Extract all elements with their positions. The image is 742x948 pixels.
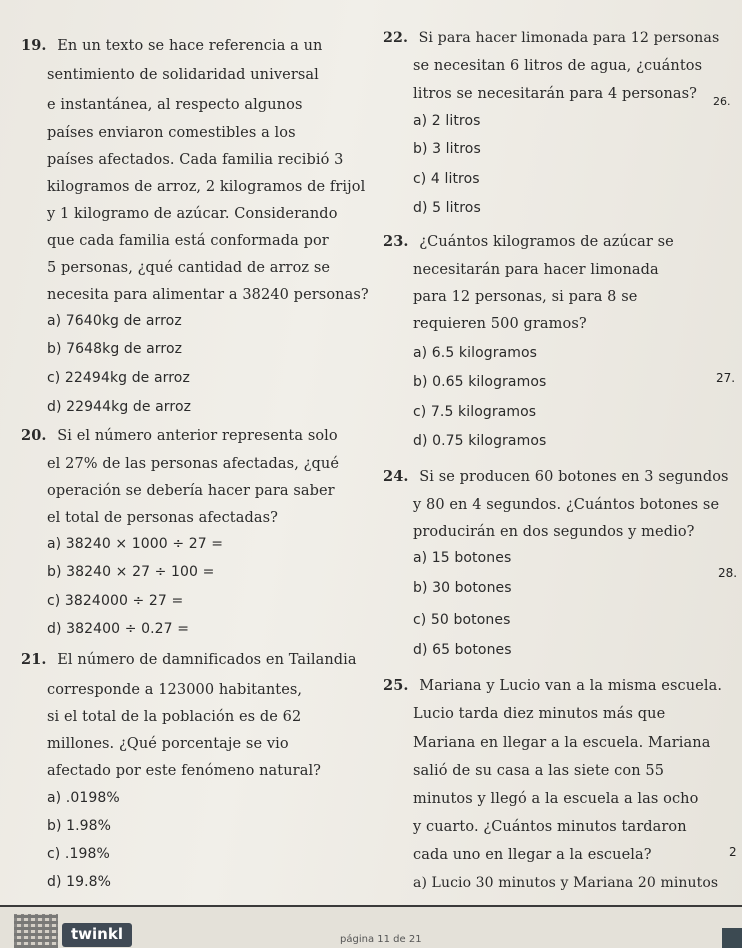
- q19-number: 19.: [21, 37, 47, 54]
- q20-option-d[interactable]: d) 382400 ÷ 0.27 =: [47, 621, 190, 637]
- q25-line-3: salió de su casa a las siete con 55: [413, 763, 665, 779]
- q19-option-a[interactable]: a) 7640kg de arroz: [47, 313, 182, 329]
- q22-first-line: [383, 29, 719, 47]
- q21-option-d[interactable]: d) 19.8%: [47, 874, 112, 890]
- q21-line-0: El número de damnificados en Tailandia: [57, 652, 357, 668]
- edge-number-29: 2: [729, 845, 737, 859]
- q19-line-7: que cada familia está conformada por: [47, 233, 329, 249]
- q21-first-line: [21, 651, 357, 669]
- q25-line-0: Mariana y Lucio van a la misma escuela.: [419, 678, 723, 694]
- q24-first-line: [383, 468, 729, 486]
- q20-option-a[interactable]: a) 38240 × 1000 ÷ 27 =: [47, 536, 224, 552]
- q19-option-d[interactable]: d) 22944kg de arroz: [47, 399, 192, 415]
- q21-line-1: corresponde a 123000 habitantes,: [47, 682, 303, 698]
- q23-option-b[interactable]: b) 0.65 kilogramos: [413, 374, 547, 390]
- q22-line-1: se necesitan 6 litros de agua, ¿cuántos: [413, 58, 703, 74]
- q23-option-a[interactable]: a) 6.5 kilogramos: [413, 345, 538, 361]
- q22-line-0: Si para hacer limonada para 12 personas: [418, 30, 720, 46]
- q19-line-6: y 1 kilogramo de azúcar. Considerando: [47, 206, 338, 222]
- q25-line-4: minutos y llegó a la escuela a las ocho: [413, 791, 699, 807]
- q24-option-c[interactable]: c) 50 botones: [413, 612, 511, 628]
- q19-line-9: necesita para alimentar a 38240 personas?: [47, 287, 369, 303]
- q24-line-0: Si se producen 60 botones en 3 segundos: [419, 469, 729, 485]
- q24-option-a[interactable]: a) 15 botones: [413, 550, 512, 566]
- q19-line-4: países afectados. Cada familia recibió 3: [47, 152, 344, 168]
- q25-line-6: cada uno en llegar a la escuela?: [413, 847, 652, 863]
- q25-first-line: [383, 677, 722, 695]
- corner-mark: [722, 928, 742, 948]
- q21-line-2: si el total de la población es de 62: [47, 709, 302, 725]
- q20-line-2: operación se debería hacer para saber: [47, 483, 335, 499]
- q25-line-1: Lucio tarda diez minutos más que: [413, 706, 666, 722]
- q19-option-b[interactable]: b) 7648kg de arroz: [47, 341, 183, 357]
- q25-line-5: y cuarto. ¿Cuántos minutos tardaron: [413, 819, 687, 835]
- q21-line-4: afectado por este fenómeno natural?: [47, 763, 322, 779]
- q21-option-a[interactable]: a) .0198%: [47, 790, 120, 806]
- edge-number-27: 27.: [716, 371, 736, 385]
- q25-number: 25.: [383, 677, 409, 694]
- q19-line-3: países enviaron comestibles a los: [47, 125, 296, 141]
- q19-first-line: [21, 37, 323, 55]
- edge-number-26: 26.: [713, 95, 731, 108]
- q21-option-c[interactable]: c) .198%: [47, 846, 110, 862]
- q20-line-0: Si el número anterior representa solo: [57, 428, 338, 444]
- q24-number: 24.: [383, 468, 409, 485]
- edge-number-28: 28.: [718, 566, 738, 580]
- q25-option-a[interactable]: a) Lucio 30 minutos y Mariana 20 minutos: [413, 875, 719, 891]
- q23-line-1: necesitarán para hacer limonada: [413, 262, 659, 278]
- q19-line-0: En un texto se hace referencia a un: [57, 38, 323, 54]
- q19-line-5: kilogramos de arroz, 2 kilogramos de frijol: [47, 179, 366, 195]
- twinkl-logo: twinkl: [62, 923, 132, 947]
- q21-option-b[interactable]: b) 1.98%: [47, 818, 112, 834]
- q23-option-c[interactable]: c) 7.5 kilogramos: [413, 404, 537, 420]
- q21-number: 21.: [21, 651, 47, 668]
- q24-line-2: producirán en dos segundos y medio?: [413, 524, 695, 540]
- q22-line-2: litros se necesitarán para 4 personas?: [413, 86, 698, 102]
- page-number: página 11 de 21: [340, 934, 422, 945]
- q23-line-3: requieren 500 gramos?: [413, 316, 587, 332]
- q23-option-d[interactable]: d) 0.75 kilogramos: [413, 433, 547, 449]
- q19-option-c[interactable]: c) 22494kg de arroz: [47, 370, 190, 386]
- q19-line-8: 5 personas, ¿qué cantidad de arroz se: [47, 260, 331, 276]
- q24-line-1: y 80 en 4 segundos. ¿Cuántos botones se: [413, 497, 720, 513]
- q24-option-d[interactable]: d) 65 botones: [413, 642, 512, 658]
- q20-line-1: el 27% de las personas afectadas, ¿qué: [47, 456, 340, 472]
- q22-option-c[interactable]: c) 4 litros: [413, 171, 480, 187]
- q24-option-b[interactable]: b) 30 botones: [413, 580, 512, 596]
- q19-line-2: e instantánea, al respecto algunos: [47, 97, 303, 113]
- q21-line-3: millones. ¿Qué porcentaje se vio: [47, 736, 289, 752]
- q20-first-line: [21, 427, 338, 445]
- q22-option-a[interactable]: a) 2 litros: [413, 113, 481, 129]
- q20-line-3: el total de personas afectadas?: [47, 510, 279, 526]
- q20-option-b[interactable]: b) 38240 × 27 ÷ 100 =: [47, 564, 215, 580]
- q20-number: 20.: [21, 427, 47, 444]
- q22-option-d[interactable]: d) 5 litros: [413, 200, 481, 216]
- qr-code-icon: [14, 914, 58, 948]
- q23-line-2: para 12 personas, si para 8 se: [413, 289, 638, 305]
- q22-number: 22.: [383, 30, 408, 46]
- q20-option-c[interactable]: c) 3824000 ÷ 27 =: [47, 593, 184, 609]
- q23-number: 23.: [383, 233, 409, 250]
- q23-line-0: ¿Cuántos kilogramos de azúcar se: [419, 234, 674, 250]
- q23-first-line: [383, 233, 674, 251]
- q25-line-2: Mariana en llegar a la escuela. Mariana: [413, 735, 711, 751]
- q22-option-b[interactable]: b) 3 litros: [413, 141, 481, 157]
- q19-line-1: sentimiento de solidaridad universal: [47, 67, 319, 83]
